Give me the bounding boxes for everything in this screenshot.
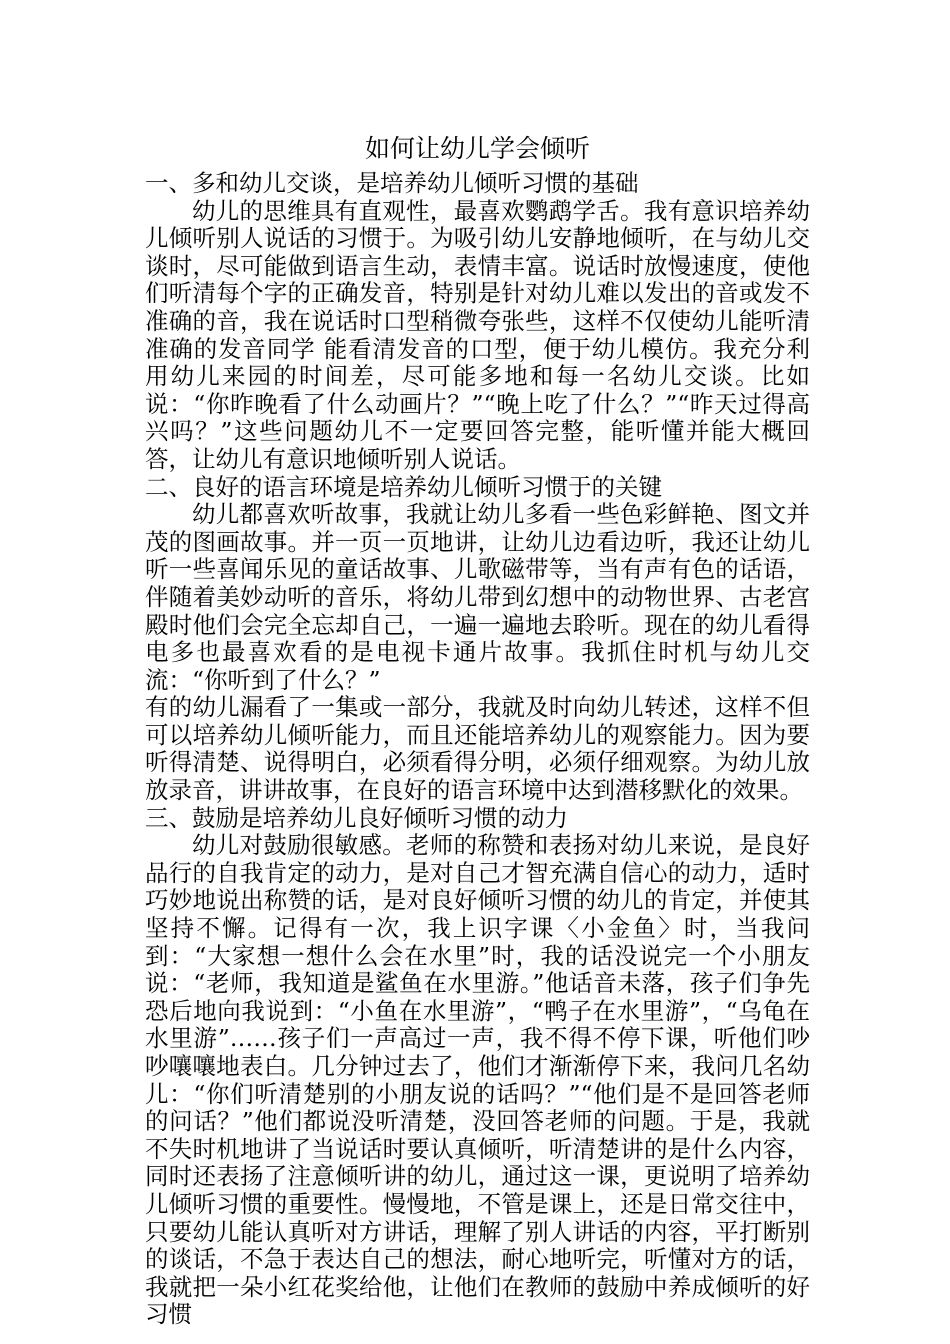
section-heading: 二、良好的语言环境是培养幼儿倾听习惯于的关键 [145, 472, 662, 501]
section-3 [145, 805, 810, 1329]
section-2 [145, 474, 810, 805]
section-paragraph: 幼儿对鼓励很敏感。老师的称赞和表扬对幼儿来说，是良好品行的自我肯定的动力，是对自己才智充满自信心的动力，适时巧妙地说出称赞的话，是对良好倾听习惯的幼儿的肯定，并使其坚持不懈。记得有一次，我上识字课〈小金鱼〉时，当我问到：“大家想一想什么会在水里”时，我的话没说完一个小朋友说：“老师，我知道是鲨鱼在水里游。”他话音未落，孩子们争先恐后地向我说到：“小鱼在水里游”，“鸭子在水里游”，“乌龟在水里游”……孩子们一声高过一声，我不得不停下课，听他们吵吵嚷嚷地表白。几分钟过去了，他们才渐渐停下来，我问几名幼儿：“你们听清楚别的小朋友说的话吗？”“他们是不是回答老师的问话？”他们都说没听清楚，没回答老师的问题。于是，我就不失时机地讲了当说话时要认真倾听，听清楚讲的是什么内容，同时还表扬了注意倾听讲的幼儿，通过这一课，更说明了培养幼儿倾听习惯的重要性。慢慢地，不管是课上，还是日常交往中，只要幼儿能认真听对方讲话，理解了别人讲话的内容，平打断别的谈话，不急于表达自己的想法，耐心地听完，听懂对方的话，我就把一朵小红花奖给他，让他们在教师的鼓励中养成倾听的好习惯 [145, 831, 810, 1329]
document-title: 如何让幼儿学会倾听 [364, 134, 590, 163]
section-heading: 一、多和幼儿交谈，是培养幼儿倾听习惯的基础 [145, 169, 639, 197]
section-paragraph: 幼儿都喜欢听故事，我就让幼儿多看一些色彩鲜艳、图文并茂的图画故事。并一页一页地讲，让幼儿边看边听，我还让幼儿听一些喜闻乐见的童话故事、儿歌磁带等，当有声有色的话语，伴随着美妙动听的音乐，将幼儿带到幻想中的动物世界、古老宫殿时他们会完全忘却自己，一遍一遍地去聆听。现在的幼儿看得电多也最喜欢看的是电视卡通片故事。我抓住时机与幼儿交流：“你听到了什么？” [145, 500, 810, 694]
section-paragraph-continuation: 有的幼儿漏看了一集或一部分，我就及时向幼儿转述，这样不但可以培养幼儿倾听能力，而且还能培养幼儿的观察能力。因为要听得清楚、说得明白，必须看得分明，必须仔细观察。为幼儿放放录音，讲讲故事，在良好的语言环境中达到潜移默化的效果。 [145, 693, 810, 805]
section-heading: 三、鼓励是培养幼儿良好倾听习惯的动力 [145, 803, 568, 832]
document-page [145, 132, 810, 1329]
section-1 [145, 170, 810, 474]
section-paragraph: 幼儿的思维具有直观性，最喜欢鹦鹉学舌。我有意识培养幼儿倾听别人说话的习惯于。为吸引幼儿安静地倾听，在与幼儿交谈时，尽可能做到语言生动，表情丰富。说话时放慢速度，使他们听清每个字的正确发音，特别是针对幼儿难以发出的音或发不准确的音，我在说话时口型稍微夸张些，这样不仅使幼儿能听清准确的发音同学 能看清发音的口型，便于幼儿模仿。我充分利用幼儿来园的时间差，尽可能多地和每一名幼儿交谈。比如说：“你昨晚看了什么动画片？”“晚上吃了什么？”“昨天过得高兴吗？”这些问题幼儿不一定要回答完整，能听懂并能大概回答，让幼儿有意识地倾听别人说话。 [145, 196, 810, 473]
